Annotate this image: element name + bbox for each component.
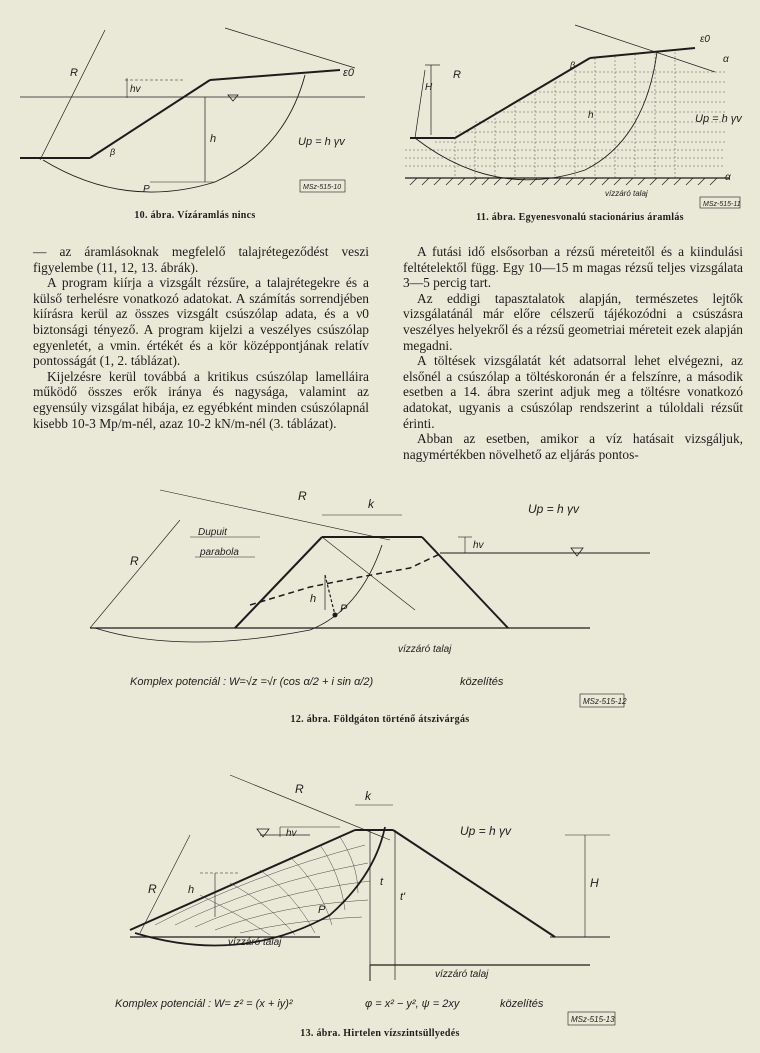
paragraph: Az eddigi tapasztalatok alapján, természetes lejtők vizsgálatánál már előre célszerű tájékozódni a csúszásra veszélyes helyekről és a rézsű geometriai méreteit ezek alapján megadni. (403, 290, 743, 353)
paragraph: Abban az esetben, amikor a víz hatásait vizsgáljuk, nagymértékben növelhető az eljárás pontos- (403, 431, 743, 462)
paragraph: A futási idő elsősorban a rézsű méreteitől és a kiindulási feltételektől függ. Egy 10—15 m magas rézsű teljes vizsgálata 3—5 percig tart. (403, 244, 743, 291)
fig13-phi: φ = x² − y², ψ = 2xy (365, 998, 460, 1010)
fig11-soil: vízzáró talaj (605, 189, 648, 198)
fig13-hv: hv (286, 828, 297, 839)
fig10-P: P (143, 184, 150, 195)
fig11-formula: Up = h γv (695, 113, 742, 125)
fig11-h: h (588, 110, 594, 121)
fig12-k: k (368, 497, 374, 511)
fig13-R2: R (148, 882, 157, 896)
fig12-formula: Up = h γv (528, 502, 580, 516)
figure-10-caption: 10. ábra. Vízáramlás nincs (134, 210, 256, 221)
fig12-R2: R (130, 554, 139, 568)
figure-12 (60, 480, 740, 712)
fig10-h: h (210, 133, 217, 145)
fig13-R: R (295, 782, 304, 796)
figure-11-caption: 11. ábra. Egyenesvonalú stacionárius áramlás (476, 212, 684, 223)
fig12-soil: vízzáró talaj (398, 644, 452, 655)
fig10-beta: β (110, 147, 116, 157)
fig13-P: P (318, 904, 326, 916)
fig10-code: MSz-515-10 (303, 184, 342, 191)
fig13-complex: Komplex potenciál : W= z² = (x + iy)² (115, 998, 293, 1010)
fig11-R: R (453, 69, 461, 81)
fig13-H: H (590, 876, 599, 890)
fig12-parabola: parabola (200, 547, 239, 558)
figure-11 (395, 10, 755, 210)
fig11-alpha2: α (725, 172, 731, 183)
fig13-t2: t' (400, 891, 406, 903)
paragraph: — az áramlásoknak megfelelő talajrétegeződést veszi figyelembe (11, 12, 13. ábrák). (33, 244, 369, 275)
paragraph: A töltések vizsgálatát két adatsorral lehet elvégezni, az elsőnél a csúszólap a töltéskoronán ér a felszínre, a második esetben a 14. ábra szerint adjuk meg a töltésre vonatkozó adatokat, ugyanis a csúszólap rendszerint a túloldali rézsűt érinti. (403, 353, 743, 431)
fig13-approx: közelítés (500, 998, 544, 1010)
figure-13-caption: 13. ábra. Hirtelen vízszintsüllyedés (300, 1028, 460, 1039)
fig10-eps: ε0 (343, 67, 354, 79)
fig11-alpha1: α (723, 54, 729, 65)
figure-12-caption: 12. ábra. Földgáton történő átszivárgás (290, 714, 470, 725)
fig12-code: MSz-515-12 (583, 697, 627, 706)
fig11-code: MSz-515-11 (703, 201, 741, 208)
fig13-soil1: vízzáró talaj (228, 937, 282, 948)
fig10-R: R (70, 67, 78, 79)
fig11-eps: ε0 (700, 34, 710, 45)
fig12-P: P (340, 603, 348, 615)
figure-10 (15, 10, 375, 205)
figure-13 (100, 765, 740, 1027)
paragraph: Kijelzésre kerül továbbá a kritikus csúszólap lamelláira működő összes erők iránya és nagysága, valamint az egyensúly vizsgálat hibája, ez egyébként minden csúszólapnál kisebb 10-3 Mp/m-nél, azaz 10-2 kN/m-nél (3. táblázat). (33, 368, 369, 431)
fig12-h: h (310, 593, 317, 605)
fig11-beta: β (570, 60, 576, 70)
fig13-h: h (188, 884, 195, 896)
fig13-code: MSz-515-13 (571, 1015, 615, 1024)
fig12-complex: Komplex potenciál : W=√z =√r (cos α/2 + i sin α/2) (130, 676, 374, 688)
fig11-H: H (425, 82, 433, 93)
fig13-soil2: vízzáró talaj (435, 969, 489, 980)
paragraph: A program kiírja a vizsgált rézsűre, a talajrétegekre és a külső terhelésre vonatkozó adatokat. A számítás sorrendjében kiírásra kerül az összes vizsgált csúszólap adata, és a ν0 biztonsági tényező. A program kijelzi a veszélyes csúszólap egyenletét, a νmin. értékét és a kör középpontjának relatív pontosságát (1, 2. táblázat). (33, 275, 369, 369)
fig12-hv: hv (473, 540, 484, 551)
fig12-dupuit: Dupuit (198, 527, 227, 538)
fig13-formula: Up = h γv (460, 824, 512, 838)
fig13-k: k (365, 789, 371, 803)
fig12-approx: közelítés (460, 676, 504, 688)
fig13-t: t (380, 876, 384, 888)
text-column-right (403, 244, 743, 462)
fig12-R: R (298, 489, 307, 503)
text-column-left (33, 244, 369, 431)
fig10-hv: hv (130, 84, 141, 95)
fig10-formula: Up = h γv (298, 136, 345, 148)
